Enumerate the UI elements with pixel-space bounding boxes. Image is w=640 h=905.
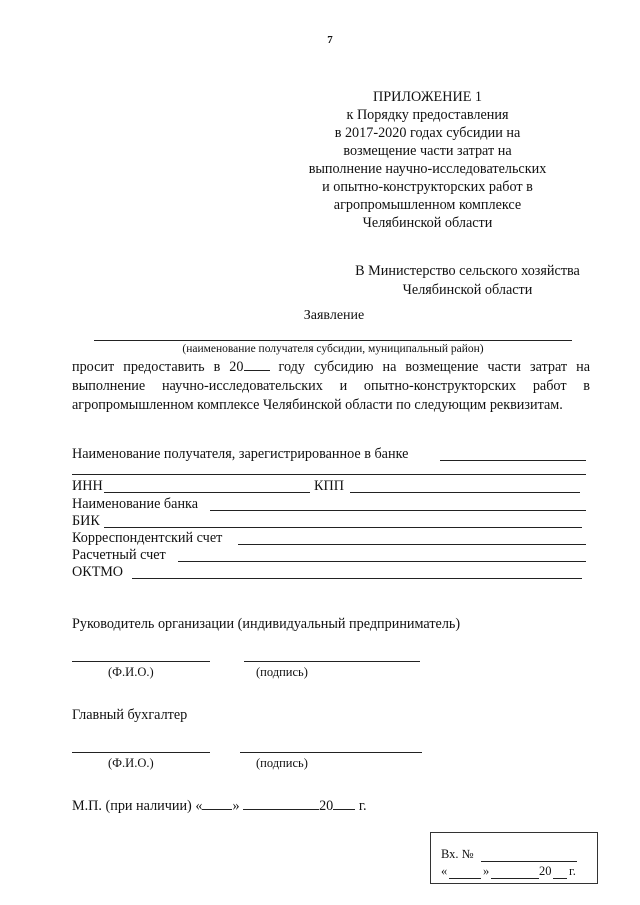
seal-close-quote: » — [232, 798, 240, 814]
seal-year-prefix: 20 — [319, 798, 334, 814]
incoming-number-field[interactable] — [481, 861, 577, 862]
stamp-suffix: г. — [569, 864, 576, 878]
current-account-field[interactable] — [178, 561, 586, 562]
kpp-field[interactable] — [350, 492, 580, 493]
seal-suffix: г. — [355, 798, 367, 814]
appendix-line: в 2017-2020 годах субсидии на — [334, 125, 521, 141]
request-paragraph — [72, 358, 590, 415]
accountant-fio-caption: (Ф.И.О.) — [108, 756, 154, 770]
bik-label: БИК — [72, 513, 100, 529]
seal-date-line — [72, 797, 367, 815]
appendix-header — [300, 88, 555, 232]
accountant-signature-field[interactable] — [240, 752, 422, 753]
bank-registered-name-field-cont[interactable] — [72, 474, 586, 475]
appendix-line: и опытно-конструкторских работ в — [322, 179, 533, 195]
bank-registered-name-label: Наименование получателя, зарегистрированное в банке — [72, 446, 409, 462]
appendix-line: агропромышленном комплексе — [333, 197, 522, 213]
page-number: 7 — [327, 34, 333, 46]
head-fio-field[interactable] — [72, 661, 210, 662]
statement-title: Заявление — [303, 308, 365, 323]
stamp-month-field[interactable] — [491, 878, 539, 879]
head-title: Руководитель организации (индивидуальный предприниматель) — [72, 616, 461, 632]
head-signature-caption: (подпись) — [256, 665, 308, 679]
appendix-line: выполнение научно-исследовательских — [308, 161, 547, 177]
appendix-line: возмещение части затрат на — [343, 143, 512, 159]
bank-name-field[interactable] — [210, 510, 586, 511]
oktmo-field[interactable] — [132, 578, 582, 579]
recipient-caption: (наименование получателя субсидии, муниципальный район) — [182, 343, 484, 355]
bank-name-label: Наименование банка — [72, 496, 199, 512]
incoming-stamp-box — [430, 832, 598, 884]
accountant-fio-field[interactable] — [72, 752, 210, 753]
appendix-title: ПРИЛОЖЕНИЕ 1 — [372, 89, 483, 105]
current-account-label: Расчетный счет — [72, 547, 166, 563]
addressee — [340, 262, 595, 299]
corr-account-label: Корреспондентский счет — [72, 530, 223, 546]
head-fio-caption: (Ф.И.О.) — [108, 665, 154, 679]
stamp-year-field[interactable] — [553, 878, 567, 879]
head-signature-field[interactable] — [244, 661, 420, 662]
seal-day-field[interactable] — [202, 797, 232, 810]
appendix-line: Челябинской области — [362, 215, 493, 231]
seal-month-field[interactable] — [243, 797, 319, 810]
oktmo-label: ОКТМО — [72, 564, 124, 580]
appendix-line: к Порядку предоставления — [346, 107, 509, 123]
seal-year-field[interactable] — [333, 797, 355, 810]
stamp-year: 20 — [539, 864, 552, 878]
incoming-number-label: Вх. № — [441, 847, 474, 861]
year-field[interactable] — [244, 358, 270, 371]
corr-account-field[interactable] — [238, 544, 586, 545]
inn-field[interactable] — [104, 492, 310, 493]
kpp-label: КПП — [314, 478, 344, 494]
request-text-start: просит предоставить в 20 — [72, 359, 244, 375]
accountant-title: Главный бухгалтер — [72, 707, 188, 723]
bank-registered-name-field[interactable] — [440, 460, 586, 461]
accountant-signature-caption: (подпись) — [256, 756, 308, 770]
stamp-day-field[interactable] — [449, 878, 481, 879]
stamp-close-quote: » — [483, 864, 490, 878]
addressee-line-1: В Министерство сельского хозяйства — [355, 263, 580, 279]
request-text-end: году субсидию на возмещение части затрат на выполнение научно-исследовательских и опытно-конструкторских работ в агропромышленном комплексе Челябинской области по следующим реквизитам. — [72, 359, 590, 413]
bik-field[interactable] — [104, 527, 582, 528]
inn-label: ИНН — [72, 478, 103, 494]
addressee-line-2: Челябинской области — [402, 281, 533, 298]
seal-prefix: М.П. (при наличии) « — [72, 798, 203, 814]
stamp-open-quote: « — [441, 864, 448, 878]
recipient-name-field[interactable] — [94, 340, 572, 341]
